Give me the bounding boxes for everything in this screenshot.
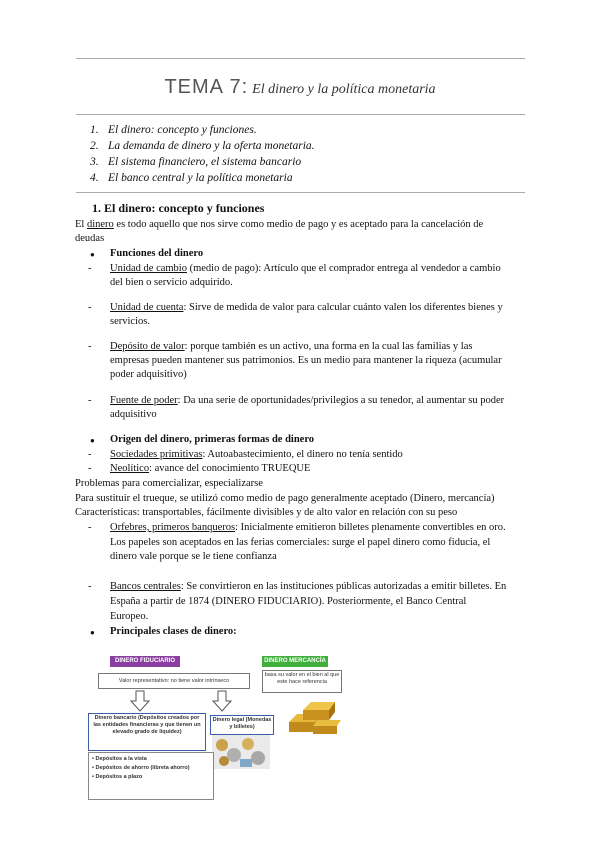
origen-heading: ● Origen del dinero, primeras formas de dinero: [110, 433, 314, 447]
gold-bars-image: [285, 692, 341, 736]
definition: El dinero es todo aquello que nos sirve como medio de pago y es aceptado para la cancelación de: [75, 219, 484, 230]
fiduciario-desc: Valor representativo: no tiene valor intrínseco: [98, 673, 250, 689]
title-subtitle: El dinero y la política monetaria: [252, 82, 436, 97]
funcion-deposito-valor: - Depósito de valor: porque también es un activo, una forma en la cual las familias y las: [110, 340, 472, 354]
problemas-line: Problemas para comercializar, especializarse: [75, 478, 263, 489]
toc-item: 1. El dinero: concepto y funciones.: [90, 124, 257, 136]
arrow-left: [130, 690, 150, 712]
title-rule: [76, 114, 525, 115]
orfebres-text: dinero vale porque se le tiene confianza: [110, 551, 277, 562]
tag-mercancia: DINERO MERCANCÍA: [262, 656, 328, 667]
sustituir-line: Para sustituir el trueque, se utilizó como medio de pago generalmente aceptado (Dinero, mercancía): [75, 493, 495, 504]
definition-cont: deudas: [75, 233, 105, 244]
caracteristicas-line: Características: transportables, fácilmente divisibles y de alto valor en relación con su peso: [75, 507, 458, 518]
funcion-text: del bien o servicio adquirido.: [110, 277, 233, 288]
origen-neolitico: - Neolítico: avance del conocimiento TRUEQUE: [110, 462, 310, 476]
top-rule: [76, 58, 525, 59]
toc-item: 3. El sistema financiero, el sistema bancario: [90, 156, 302, 168]
mercancia-desc: basa su valor en el bien al que este hace referencia: [262, 670, 342, 693]
depositos-list: [88, 752, 214, 800]
funcion-text: poder adquisitivo): [110, 369, 187, 380]
funciones-heading: ● Funciones del dinero: [110, 247, 203, 261]
bancos-text: España a partir de 1874 (DINERO FIDUCIARIO). Posteriormente, el Banco Central: [110, 596, 467, 607]
funcion-text: adquisitivo: [110, 409, 157, 420]
bancos-centrales: - Bancos centrales: Se convirtieron en las instituciones públicas autorizadas a emitir billetes. En: [110, 580, 506, 594]
dinero-legal-box: Dinero legal (Monedas y billetes): [210, 715, 274, 735]
funcion-fuente-poder: - Fuente de poder: Da una serie de oportunidades/privilegios a su tenedor, al aumentar su poder: [110, 394, 504, 408]
funcion-text: empresas pueden mantener sus patrimonios. Es un medio para mantener la riqueza (acumular: [110, 355, 502, 366]
origen-sociedades: - Sociedades primitivas: Autoabastecimiento, el dinero no tenía sentido: [110, 448, 403, 462]
coins-image: [212, 735, 270, 769]
orfebres-text: Los papeles son aceptados en las ferias comerciales: surge el papel dinero como fiducia, el: [110, 537, 491, 548]
funcion-text: servicios.: [110, 316, 150, 327]
orfebres: - Orfebres, primeros banqueros: Inicialmente emitieron billetes plenamente convertibles en oro.: [110, 521, 506, 535]
deposito-item: • Depósitos a plazo: [92, 774, 143, 780]
toc-rule: [76, 192, 525, 193]
section-heading: 1. El dinero: concepto y funciones: [92, 201, 265, 215]
funcion-unidad-cambio: - Unidad de cambio (medio de pago): Artículo que el comprador entrega al vendedor a cambio: [110, 262, 501, 276]
toc-item: 4. El banco central y la política monetaria: [90, 172, 293, 184]
tag-fiduciario: DINERO FIDUCIARIO: [110, 656, 180, 667]
table-of-contents: [90, 122, 315, 186]
funcion-unidad-cuenta: - Unidad de cuenta: Sirve de medida de valor para calcular cuánto valen los diferentes bienes y: [110, 301, 503, 315]
deposito-item: • Depósitos de ahorro (libreta ahorro): [92, 765, 190, 771]
toc-item: 2. La demanda de dinero y la oferta monetaria.: [90, 140, 315, 152]
title-tema: TEMA 7:: [164, 76, 249, 98]
arrow-right: [212, 690, 232, 712]
page-title: [0, 76, 600, 99]
dinero-bancario-box: Dinero bancario (Depósitos creados por las entidades financieras y que tienen un elevado grado de liquidez): [88, 713, 206, 751]
deposito-item: • Depósitos a la vista: [92, 756, 147, 762]
bancos-text: Europeo.: [110, 611, 149, 622]
clases-heading: ● Principales clases de dinero:: [110, 625, 237, 639]
